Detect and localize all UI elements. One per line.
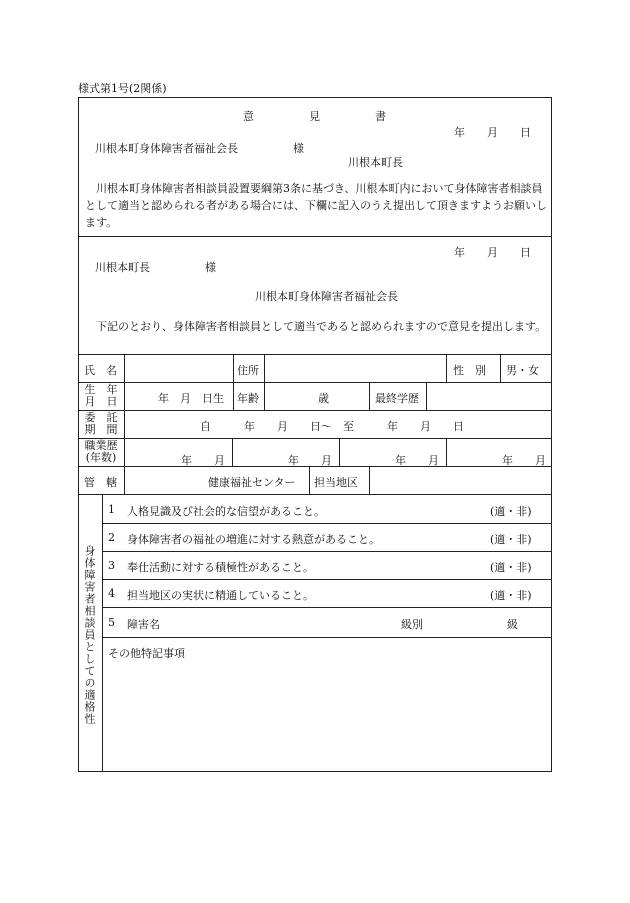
divider bbox=[232, 438, 233, 466]
divider bbox=[264, 382, 265, 410]
aptitude-item-mark: (適・非) bbox=[490, 561, 532, 574]
form-number: 様式第1号(2関係) bbox=[78, 82, 167, 95]
aptitude-item-mark: (適・非) bbox=[490, 589, 532, 602]
name-label: 氏 名 bbox=[84, 364, 117, 377]
address-label: 住所 bbox=[237, 364, 259, 377]
disability-name-label: 障害名 bbox=[127, 618, 160, 631]
disability-grade-unit: 級 bbox=[507, 618, 518, 631]
divider bbox=[233, 354, 234, 382]
section2-addressee: 川根本町長 様 bbox=[95, 261, 216, 274]
section1-body: 川根本町身体障害者相談員設置要綱第3条に基づき、川根本町内において身体障害者相談員として適当と認められる者がある場合には、下欄に記入のうえ提出して頂きますようお願いします。 bbox=[85, 182, 547, 229]
career-label: 職業歴 (年数) bbox=[84, 439, 118, 464]
divider bbox=[78, 382, 552, 383]
aptitude-item-number: 2 bbox=[108, 531, 115, 544]
divider bbox=[78, 354, 552, 355]
gender-value: 男・女 bbox=[506, 364, 539, 377]
aptitude-item-text: 人格見識及び社会的な信望があること。 bbox=[127, 505, 325, 518]
divider bbox=[264, 354, 265, 382]
divider bbox=[124, 354, 125, 494]
disability-grade-label: 級別 bbox=[401, 618, 423, 631]
term-label: 委 託 期 間 bbox=[84, 411, 118, 436]
divider bbox=[78, 410, 552, 411]
birth-label: 生 年 月 日 bbox=[84, 383, 118, 408]
divider bbox=[102, 579, 552, 580]
age-label: 年齢 bbox=[237, 392, 259, 405]
divider bbox=[78, 236, 552, 237]
divider bbox=[369, 382, 370, 410]
divider bbox=[309, 466, 310, 494]
divider bbox=[102, 607, 552, 608]
education-label: 最終学歴 bbox=[375, 392, 419, 405]
divider bbox=[102, 523, 552, 524]
divider bbox=[233, 382, 234, 410]
aptitude-item-text: 担当地区の実状に精通していること。 bbox=[127, 589, 314, 602]
section1-sender: 川根本町長 bbox=[348, 156, 403, 169]
divider bbox=[78, 494, 552, 495]
gender-label: 性 別 bbox=[453, 364, 486, 377]
section2-body: 下記のとおり、身体障害者相談員として適当であると認められますので意見を提出します。 bbox=[85, 320, 547, 333]
district-label: 担当地区 bbox=[314, 476, 358, 489]
term-value: 自 年 月 日～ 至 年 月 日 bbox=[200, 420, 464, 433]
other-remarks-label: その他特記事項 bbox=[108, 647, 185, 660]
divider bbox=[426, 382, 427, 410]
document-title: 意 見 書 bbox=[243, 110, 386, 123]
section2-sender: 川根本町身体障害者福祉会長 bbox=[255, 290, 398, 303]
divider bbox=[102, 551, 552, 552]
career-entry: 年 月 bbox=[181, 454, 225, 467]
aptitude-item-text: 身体障害者の福祉の増進に対する熱意があること。 bbox=[127, 533, 380, 546]
jurisdiction-label: 管 轄 bbox=[84, 476, 117, 489]
divider bbox=[369, 466, 370, 494]
aptitude-item-text: 奉仕活動に対する積極性があること。 bbox=[127, 561, 314, 574]
section1-addressee: 川根本町身体障害者福祉会長 様 bbox=[95, 142, 304, 155]
divider bbox=[102, 494, 103, 772]
aptitude-side-label: 身体障害者相談員としての適格性 bbox=[83, 545, 96, 725]
aptitude-item-mark: (適・非) bbox=[490, 505, 532, 518]
aptitude-item-mark: (適・非) bbox=[490, 533, 532, 546]
career-entry: 年 月 bbox=[395, 454, 439, 467]
divider bbox=[446, 438, 447, 466]
age-unit: 歳 bbox=[318, 392, 329, 405]
jurisdiction-value: 健康福祉センター bbox=[208, 476, 296, 489]
aptitude-item-number: 3 bbox=[108, 559, 115, 572]
divider bbox=[102, 637, 552, 638]
divider bbox=[446, 354, 447, 382]
aptitude-item-number: 1 bbox=[108, 503, 115, 516]
aptitude-item-number: 5 bbox=[108, 616, 115, 629]
divider bbox=[339, 438, 340, 466]
divider bbox=[500, 354, 501, 382]
career-entry: 年 月 bbox=[288, 454, 332, 467]
birth-value: 年 月 日生 bbox=[158, 392, 224, 405]
career-entry: 年 月 bbox=[502, 454, 546, 467]
section2-date: 年 月 日 bbox=[454, 246, 531, 259]
aptitude-item-number: 4 bbox=[108, 587, 115, 600]
section1-date: 年 月 日 bbox=[454, 126, 531, 139]
divider bbox=[78, 438, 552, 439]
